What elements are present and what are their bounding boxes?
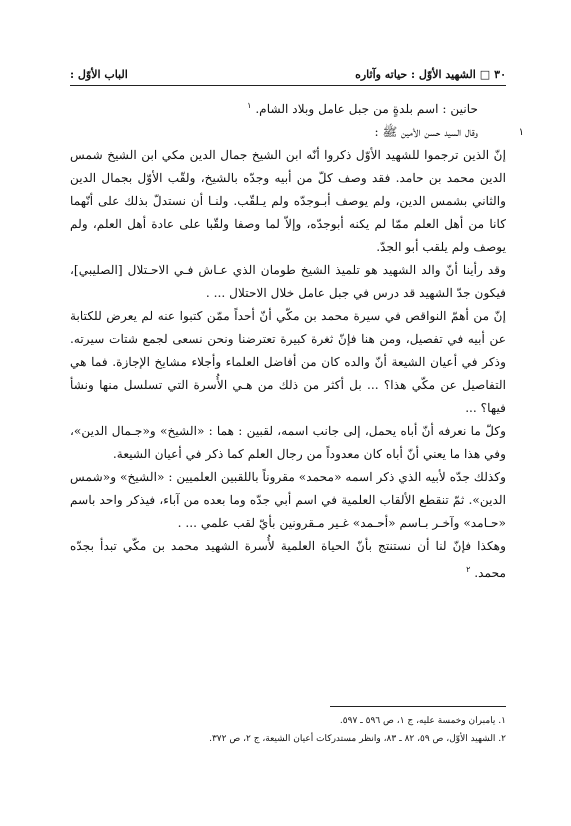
intro-line — [70, 94, 506, 121]
footnote-divider — [330, 706, 506, 707]
paragraph: وقد رأينا أنّ والد الشهيد هو تلميذ الشيخ طومان الذي عـاش فـي الاحـتلال [الصليبي]، فيكون جدّ الشهيد قد درس في جبل عامل خلال الاحتلال ... . — [70, 263, 506, 301]
paragraph: إنّ الذين ترجموا للشهيد الأوّل ذكروا أنّه ابن الشيخ جمال الدين مكي ابن الشيخ شمس الدين محمد بن حامد. فقد وصف كلّ من أبيه وجدّه بالشيخ، ولقّب الأوّل بجمال الدين والثاني بشمس الدين، ولم يوصف أبـوجدّه ولم يـلقّب. ولنـا أن نستدلّ بذلك على أنّهما كانا من أهل العلم ممّا لم يكنه أبوجدّه، وإلاّ لما وصفا ولقّبا على عادة أهل العلم، ولم يوصف ولم يلقب أبو الجدّ. — [70, 148, 506, 255]
paragraph: وكذلك جدّه لأبيه الذي ذكر اسمه «محمد» مقروناً باللقبين العلميين : «الشيخ» و«شمس الدين». ثمّ تنقطع الألقاب العلمية في اسم أبي جدّه وما بعده من آباء، فيذكر واحد باسم «حـامد» وآخـر بـاسم «أحـمد» غـير مـقرونين بأيّ لقب علمي ... . — [70, 470, 506, 531]
paragraph: وهكذا فإنّ لنا أن نستنتج بأنّ الحياة العلمية لأُسرة الشهيد محمد بن مكّي تبدأ بجدّه محمد. — [70, 539, 506, 581]
quote-intro: وقال السيد حسن الأمين ﷺ : — [374, 125, 478, 140]
page-header — [70, 64, 506, 84]
footnotes — [70, 712, 506, 748]
main-text — [70, 94, 524, 585]
header-divider — [70, 85, 506, 86]
paragraph: إنّ من أهمّ النواقص في سيرة محمد بن مكّي أنّ أحداً ممّن كتبوا عنه لم يعرض للكتابة عن أبيه في تفصيل، ومن هنا فإنّ ثغرة كبيرة تعترضنا ونحن نسعى لجمع شتات سيرته. وذكر في أعيان الشيعة أنّ والده كان من أفاضل العلماء وأجلاء مشايخ الإجازة. فما هي التفاصيل عن مكّي هذا؟ ... بل أكثر من ذلك من هـي الأُسرة التي تسلسل منها ونشأ فيها؟ ... — [70, 309, 506, 416]
paragraph: وكلّ ما نعرفه أنّ أباه يحمل، إلى جانب اسمه، لقبين : هما : «الشيخ» و«جـمال الدين»، وفي هذا ما يعني أنّ أباه كان معدوداً من رجال العلم كما ذكر في أعيان الشيعة. — [70, 424, 506, 462]
footnote-1: ١. يامبران وخمسة عليه، ج ١، ص ٥٩٦ ـ ٥٩٧. — [339, 716, 506, 726]
header-box-icon: □ — [479, 67, 491, 81]
footnote-ref-1: ١ — [247, 101, 252, 110]
quote-intro-line — [70, 121, 524, 144]
quote-marker: ١ — [518, 127, 524, 139]
chapter-title: الباب الأوّل : — [70, 67, 128, 81]
footnote-ref-2: ٢ — [466, 565, 471, 575]
header-title-group — [355, 68, 506, 81]
intro-text: حانين : اسم بلدةٍ من جبل عامل وبلاد الشام. — [255, 102, 478, 117]
page-number: ٣٠ — [494, 67, 506, 81]
running-title: الشهيد الأوّل : حياته وآثاره — [355, 67, 476, 81]
footnote-2: ٢. الشهيد الأوّل، ص ٥٩، ٨٢ ـ ٨٣، وانظر مستدركات أعيان الشيعة، ج ٢، ص ٣٧٢. — [209, 734, 506, 744]
last-paragraph-line — [70, 535, 506, 585]
